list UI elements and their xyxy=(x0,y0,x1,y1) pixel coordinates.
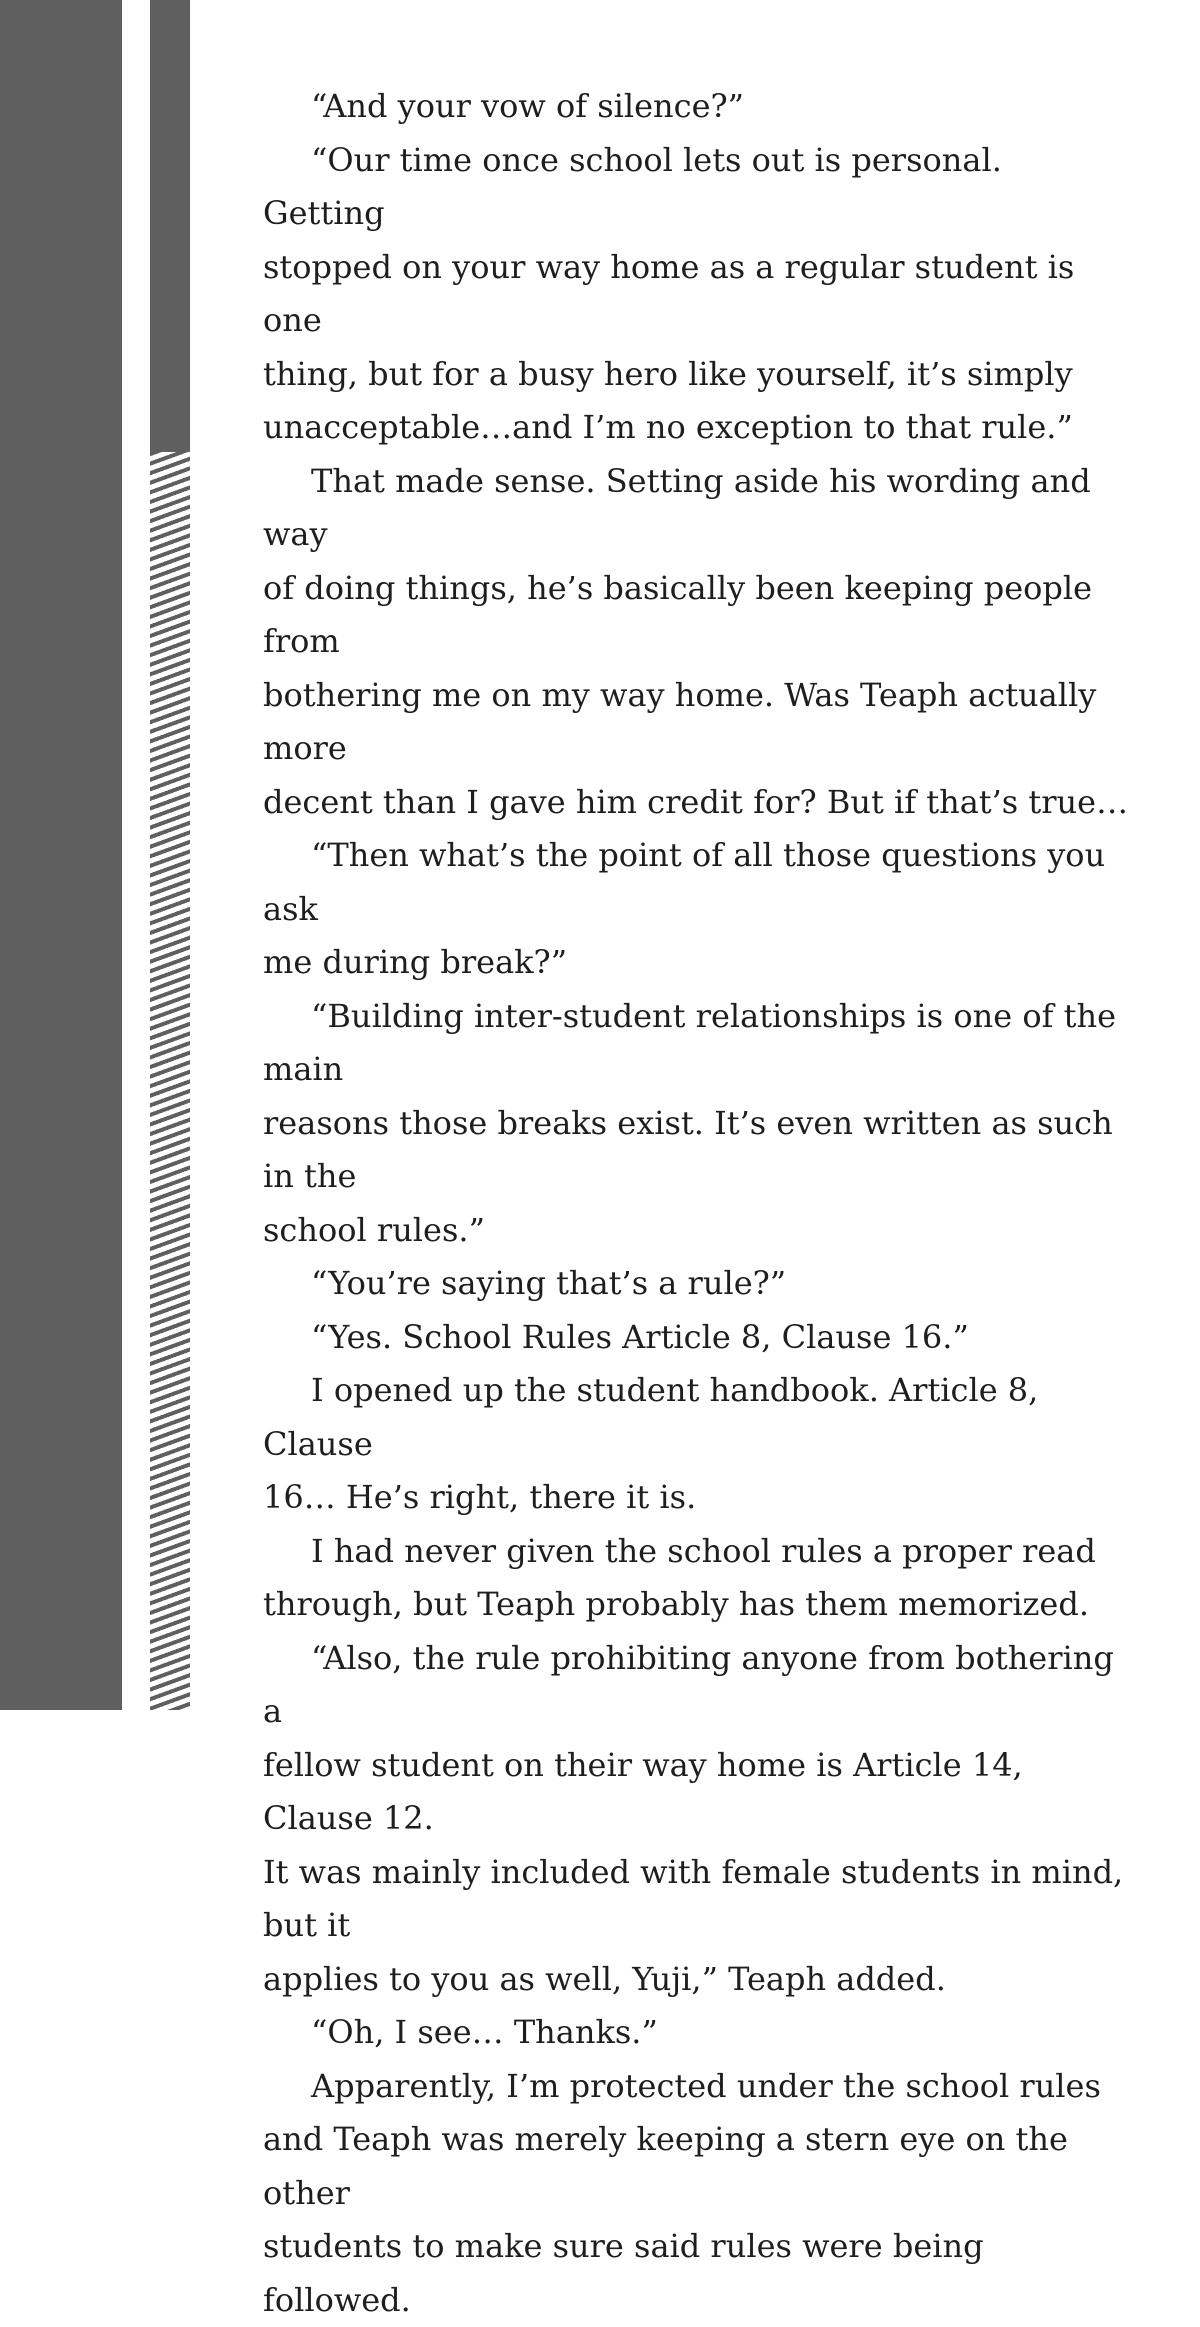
page-body-text xyxy=(263,80,1133,1660)
paragraph: I opened up the student handbook. Article 8, Clause 16… He’s right, there it is. xyxy=(263,1364,1133,1525)
paragraph: Apparently, I’m protected under the school rules and Teaph was merely keeping a stern eye on the other students to make sure said rules were being followed. xyxy=(263,2060,1133,2327)
paragraph: “Oh, I see… Thanks.” xyxy=(263,2006,1133,2060)
paragraph: “You’re saying that’s a rule?” xyxy=(263,1257,1133,1311)
paragraph: That made sense. Setting aside his wording and way of doing things, he’s basically been keeping people from bothering me on my way home. Was Teaph actually more decent than I gave him credit for? But if that’s true… xyxy=(263,455,1133,830)
paragraph: “Building inter-student relationships is one of the main reasons those breaks exist. It’s even written as such in the school rules.” xyxy=(263,990,1133,1258)
paragraph: “Our time once school lets out is personal. Getting stopped on your way home as a regular student is one thing, but for a busy hero like yourself, it’s simply unacceptable…and I’m no exception to that rule.” xyxy=(263,134,1133,455)
gutter-striped-band xyxy=(150,452,190,1710)
paragraph: “Then what’s the point of all those questions you ask me during break?” xyxy=(263,829,1133,990)
paragraph: “Also, the rule prohibiting anyone from bothering a fellow student on their way home is Article 14, Clause 12. It was mainly included with female students in mind, but it applies to you as well, Yuji,” Teaph added. xyxy=(263,1632,1133,2007)
paragraph: “Yes. School Rules Article 8, Clause 16.” xyxy=(263,1311,1133,1365)
page-gutter-decoration xyxy=(0,0,190,1710)
gutter-solid-band xyxy=(150,0,190,452)
paragraph: “And your vow of silence?” xyxy=(263,80,1133,134)
paragraph: I had never given the school rules a proper read through, but Teaph probably has them memorized. xyxy=(263,1525,1133,1632)
gutter-dark-band xyxy=(0,0,122,1710)
